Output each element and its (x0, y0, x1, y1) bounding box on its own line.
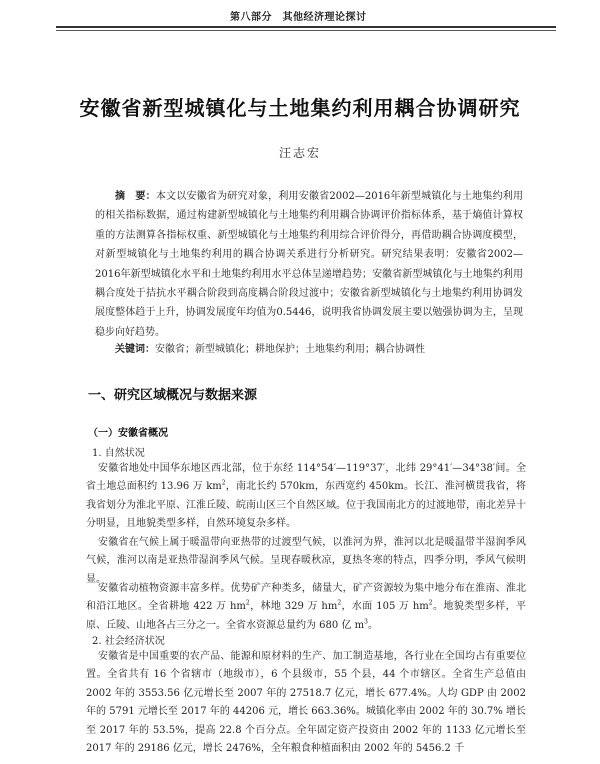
paragraph-climate: 安徽省在气候上属于暖温带向亚热带的过渡型气候，以淮河为界，淮河以北是暖温带半湿润季风气候，淮河以南是亚热带湿润季风气候。呈现春暖秋凉，夏热冬寒的特点，四季分明，季风气候明显。 (86, 537, 526, 585)
superscript: 3 (364, 618, 368, 626)
running-header (0, 0, 600, 34)
author-name: 汪志宏 (278, 146, 321, 160)
section-heading: 一、研究区域概况与数据来源 (88, 388, 258, 403)
superscript: 2 (221, 480, 226, 488)
superscript: 2 (337, 600, 342, 608)
item-heading-natural: 1. 自然状况 (92, 448, 145, 459)
abstract-label: 摘 要： (115, 191, 156, 202)
paragraph-resources (86, 580, 526, 635)
keywords (115, 340, 525, 355)
superscript: 2 (428, 600, 433, 608)
keywords-label: 关键词： (115, 344, 155, 355)
subsection-heading: （一）安徽省概况 (88, 428, 168, 439)
para1-part-a: 安徽省地处中国华东地区西北部，位于东经 114°54′—119°37′，北纬 29°41′—34°38′间。全省土地总面积约 13.96 万 km (86, 463, 526, 493)
abstract-text: 本文以安徽省为研究对象，利用安徽省2002—2016年新型城镇化与土地集约利用的相关指标数据，通过构建新型城镇化与土地集约利用耦合协调评价指标体系，基于熵值计算权重的方法测算各指标权重、新型城镇化与土地集约利用综合评价得分，再借助耦合协调度模型，对新型城镇化与土地集约利用的耦合协调关系进行分析研究。研究结果表明：安徽省2002—2016年新型城镇化水平和土地集约利用水平总体呈递增趋势；安徽省新型城镇化与土地集约利用耦合度处于拮抗水平耦合阶段到高度耦合阶段过渡中；安徽省新型城镇化与土地集约利用协调发展度整体趋于上升，协调发展度年均值为0.5446，说明我省协调发展主要以勉强协调为主，呈现稳步向好趋势。 (95, 191, 524, 338)
para3-part-a: 安徽省动植物资源丰富多样。优势矿产种类多，储量大，矿产资源较为集中地分布在淮南、淮北和沿江地区。全省耕地 422 万 hm (86, 583, 526, 613)
abstract (95, 187, 523, 342)
paragraph-economy: 安徽省是中国重要的农产品、能源和原材料的生产、加工制造基地，各行业在全国均占有重要位置。全省共有 16 个省辖市（地级市），6 个县级市，55 个县，44 个市辖区。全省生产总值由 2002 年的 3553.56 亿元增长至 2007 年的 27518.7 亿元，增长 677.4%。人均 GDP 由 2002 年的 5791 元增长至 2017 年的 44206 元，增长 663.36%。城镇化率由 2002 年的 30.7% 增长至 2017 年的 53.5%，提高 22.8 个百分点。全年固定资产投资由 2002 年的 1133 亿元增长至 2017 年的 29186 亿元，增长 2476%，全年粮食种植面积由 2002 年的 5456.2 千 (86, 651, 526, 755)
para3-part-b: ，林地 329 万 hm (249, 601, 338, 613)
header-rule-thin (56, 30, 556, 31)
header-rule-thick (56, 26, 556, 28)
paragraph-location (86, 460, 526, 534)
superscript: 2 (245, 600, 250, 608)
para3-part-d: 。地貌类型多样，平原、丘陵、山地各占三分之一。全省水资源总量约为 680 亿 m (86, 601, 527, 631)
running-title: 第八部分 其他经济理论探讨 (230, 12, 367, 23)
item-heading-socioeconomic: 2. 社会经济状况 (92, 636, 165, 647)
paper-title: 安徽省新型城镇化与土地集约利用耦合协调研究 (79, 96, 521, 120)
para3-part-c: ，水面 105 万 hm (341, 601, 429, 613)
para3-part-e: 。 (367, 619, 378, 631)
keywords-text: 安徽省；新型城镇化；耕地保护；土地集约利用；耦合协调性 (155, 344, 425, 355)
para1-part-b: ，南北长约 570km，东西宽约 450km。长江、淮河横贯我省，将我省划分为淮北平原、江淮丘陵、皖南山区三个自然区域。位于我国南北方的过渡地带，南北差异十分明显，且地貌类型多样，自然环境复杂多样。 (86, 481, 526, 530)
